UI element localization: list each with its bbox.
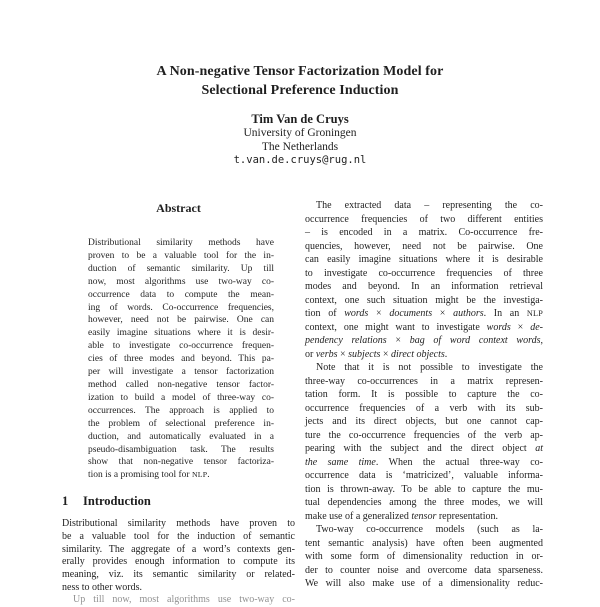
text-line: occurrence frequencies of two different entities <box>305 213 543 225</box>
introduction-body <box>62 518 295 594</box>
text-line: tion of words × documents × authors. In an NLP <box>305 308 543 319</box>
text-line: modes and beyond. In an information retrieval <box>305 281 543 292</box>
text-line: occurrences. The approach is applied to <box>88 405 274 416</box>
section-heading-introduction <box>62 494 295 508</box>
text-line: occurrence data to compute the mean- <box>88 289 274 300</box>
text-line: tual dependencies among the three modes, we will <box>305 497 543 508</box>
author-email: t.van.de.cruys@rug.nl <box>233 154 367 166</box>
text-line: tent semantic analysis) have often been augmented <box>305 537 543 549</box>
affiliation-country: The Netherlands <box>261 140 339 153</box>
text-line: tation form. It is possible to capture the co- <box>305 389 543 400</box>
text-line: duction, and automatically evaluated in a <box>88 431 274 442</box>
text-line: proven to be a valuable tool for the in- <box>88 250 274 261</box>
right-column-body <box>305 199 543 591</box>
text-line: or verbs × subjects × direct objects. <box>305 348 448 360</box>
text-line: duction of semantic similarity. Up till <box>88 263 274 274</box>
text-line: Up till now, most algorithms use two-way co- <box>73 594 295 606</box>
text-line: ness to other words. <box>62 581 142 593</box>
text-line: The extracted data – representing the co- <box>316 200 543 211</box>
paper-header <box>0 62 600 167</box>
text-line: – is encoded in a matrix. Co-occurrence fre- <box>305 227 543 238</box>
text-line: make use of a generalized tensor representation. <box>305 510 498 522</box>
text-line: occurrence data is ‘matricized’, valuable informa- <box>305 470 543 481</box>
text-line: however, need not be pairwise. One can <box>88 315 274 326</box>
text-line: Note that it is not possible to investigate the <box>316 362 543 373</box>
paper-title <box>0 62 600 100</box>
paper-title-line1: A Non-negative Tensor Factorization Model for <box>156 64 444 79</box>
text-line: now, most algorithms use two-way co- <box>88 276 274 287</box>
section-number: 1 <box>62 494 69 509</box>
abstract-body <box>62 237 295 482</box>
text-line: the same time. When the actual three-way co- <box>305 456 543 468</box>
text-line: jects and its direct objects, but one cannot cap- <box>305 416 543 427</box>
clipped-bottom-line <box>62 594 295 606</box>
text-line: able to investigate co-occurrence frequen- <box>88 341 274 352</box>
text-line: Distributional similarity methods have <box>88 238 274 248</box>
text-line: We will also make use of a dimensionality reduc- <box>305 578 543 589</box>
paper-title-line2: Selectional Preference Induction <box>201 83 399 98</box>
text-line: pendency relations × bag of word context words, <box>305 335 543 346</box>
section-title: Introduction <box>83 494 151 509</box>
text-line: pearing with the subject and the direct object at <box>305 443 543 454</box>
text-line: three-way co-occurrences in a matrix represen- <box>305 375 543 387</box>
text-line: quencies, however, need not be pairwise. One <box>305 240 543 252</box>
text-line: ture the co-occurrence frequencies of the verb ap- <box>305 429 543 441</box>
affiliation-institution: University of Groningen <box>243 127 357 139</box>
text-line: context, one might want to investigate words × de- <box>305 321 543 333</box>
text-line: to investigate co-occurrence frequencies of three <box>305 267 543 279</box>
text-line: ization to build a model of three-way co- <box>88 392 274 403</box>
text-line: method called non-negative tensor factor- <box>88 379 274 390</box>
text-line: with some form of dimensionality reduction in or- <box>305 551 543 562</box>
text-line: cies of three modes and beyond. This pa- <box>88 354 274 365</box>
text-line: tion is a promising tool for NLP. <box>88 470 210 481</box>
left-column <box>62 196 295 606</box>
text-line: show that non-negative tensor factoriza- <box>88 457 274 468</box>
author-name: Tim Van de Cruys <box>251 112 349 126</box>
text-line: ing of words. Co-occurrence frequencies, <box>88 302 274 313</box>
text-line: the problem of selectional preference in- <box>88 418 274 429</box>
text-line: pseudo-disambiguation task. The results <box>88 444 274 455</box>
text-line: meaning, viz. its semantic similarity or related- <box>62 569 295 581</box>
text-line: can easily imagine situations where it is desirable <box>305 254 543 265</box>
text-line: tion is thrown-away. To be able to capture the mu- <box>305 483 543 495</box>
text-line: context, one such situation might be the investiga- <box>305 294 543 306</box>
text-line: be a valuable tool for the induction of semantic <box>62 530 295 542</box>
text-line: Distributional similarity methods have proven to <box>62 518 295 530</box>
text-line: Two-way co-occurrence models (such as la- <box>316 524 543 535</box>
text-line: occurrence frequencies of a verb with its sub- <box>305 402 543 414</box>
text-line: der to counter noise and overcome data sparseness. <box>305 564 543 576</box>
text-line: erally provides enough information to compute its <box>62 556 295 568</box>
text-line: per will investigate a tensor factorization <box>88 367 274 378</box>
right-column <box>305 199 543 591</box>
text-line: similarity. The aggregate of a word’s contexts gen- <box>62 543 295 555</box>
text-line: easily imagine situations where it is desir- <box>88 328 274 339</box>
abstract-heading: Abstract <box>156 201 201 215</box>
